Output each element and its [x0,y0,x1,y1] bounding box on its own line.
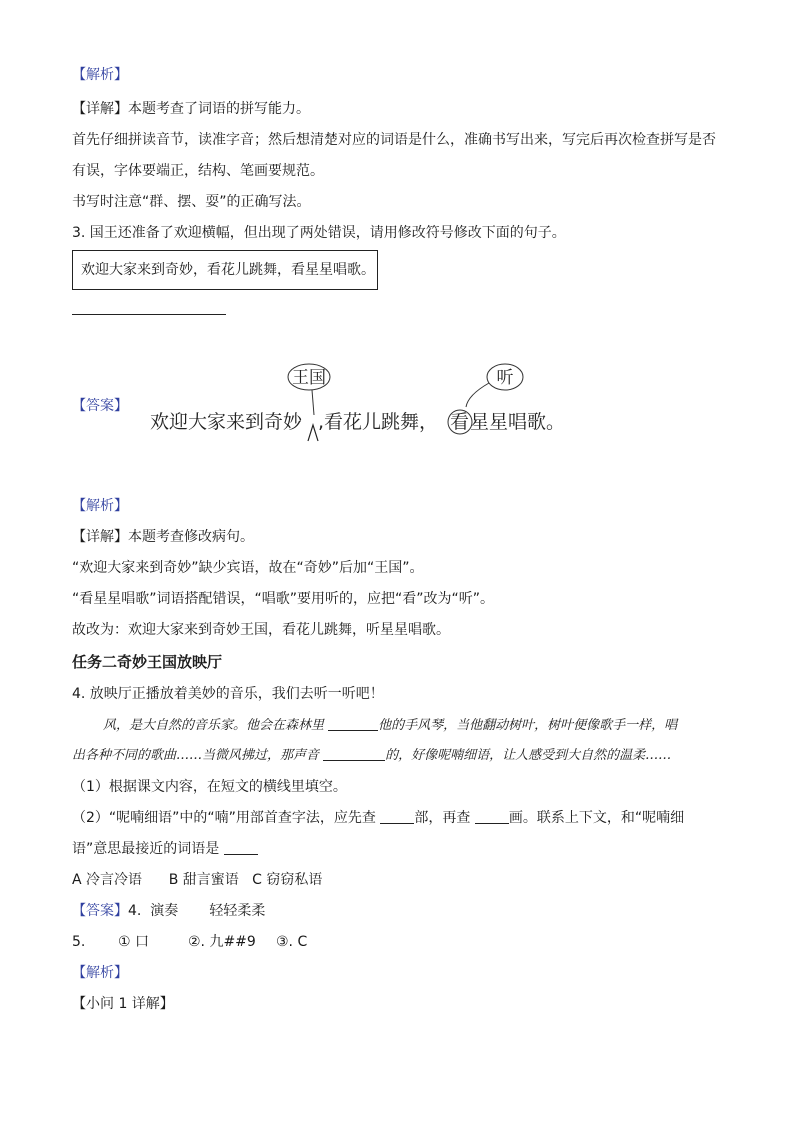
paragraph-line: 有误，字体要端正，结构、笔画要规范。 [72,163,324,179]
fill-blank-synonym[interactable] [224,840,258,855]
passage-text: 他的手风琴，当他翻动树叶，树叶便像歌手一样，唱 [378,718,678,733]
sub-question-text: 语”意思最接近的词语是 [72,841,220,857]
passage-text: 的，好像呢喃细语，让人感受到大自然的温柔…… [385,748,672,763]
question-4: 4. 放映厅正播放着美妙的音乐，我们去听一听吧！ [72,686,384,702]
sentence-part-2: ,看花儿跳舞， [318,411,439,433]
sub-question-1: （1）根据课文内容，在短文的横线里填空。 [72,779,347,795]
detail-line [72,100,310,118]
sub-detail-heading: 【小问 1 详解】 [72,996,174,1012]
sub-question-text: （2）“呢喃细语”中的“喃”用部首查字法，应先查 [72,810,376,826]
answer-underline [72,314,226,315]
banner-sentence-box: 欢迎大家来到奇妙，看花儿跳舞，看星星唱歌。 [72,250,378,290]
passage-text: 出各种不同的歌曲……当微风拂过，那声音 [72,748,320,763]
detail-text: 本题考查修改病句。 [128,529,254,545]
answer-5-item-1: ① 口 [118,934,150,950]
paragraph-line: 故改为：欢迎大家来到奇妙王国，看花儿跳舞，听星星唱歌。 [72,622,450,638]
sub-question-text: 画。联系上下文，和“呢喃细 [508,810,685,826]
correction-marks [150,355,570,450]
analysis-heading: 【解析】 [72,67,128,83]
question-3: 3. 国王还准备了欢迎横幅，但出现了两处错误，请用修改符号修改下面的句子。 [72,225,566,241]
paragraph-line: 书写时注意“群、摆、耍”的正确写法。 [72,194,311,210]
insert-word: 王国 [292,368,326,388]
replace-leader [466,383,489,407]
corrected-sentence-figure [150,355,570,450]
corrected-sentence [150,411,565,433]
answer-5-item-3: ③. C [276,934,308,950]
detail-line [72,528,254,546]
paragraph-line: 首先仔细拼读音节，读准字音；然后想清楚对应的词语是什么，准确书写出来，写完后再次检查拼写是否 [72,132,716,148]
sub-question-text: 部，再查 [414,810,471,826]
fill-blank-strokes[interactable] [475,809,509,824]
analysis-heading: 【解析】 [72,965,128,981]
passage-text: 风，是大自然的音乐家。他会在森林里 [103,718,325,733]
answer-tag: 【答案】 [72,903,128,919]
fill-blank-radical[interactable] [380,809,414,824]
circled-char: 看 [450,411,470,433]
detail-tag: 【详解】 [72,529,128,545]
insert-leader [312,390,314,415]
replace-word: 听 [496,368,514,388]
answer-5-item-2: ②. 九##9 [188,934,256,950]
sentence-part-1: 欢迎大家来到奇妙 [150,411,303,433]
fill-blank-2[interactable] [323,746,385,761]
sentence-part-3: 星星唱歌。 [470,411,566,433]
answer-5-num: 5. [72,934,86,950]
answer-text: 4. 演奏 轻轻柔柔 [128,903,266,919]
analysis-heading: 【解析】 [72,498,128,514]
sub-question-2-cont [72,840,258,858]
detail-tag: 【详解】 [72,101,128,117]
paragraph-line: “看星星唱歌”词语搭配错误，“唱歌”要用听的，应把“看”改为“听”。 [72,591,495,607]
detail-text: 本题考查了词语的拼写能力。 [128,101,310,117]
sub-question-2 [72,809,684,827]
answer-line [72,902,265,920]
fill-blank-1[interactable] [328,716,378,731]
passage-line-1 [103,716,677,735]
answer-options: A 冷言冷语 B 甜言蜜语 C 窃窃私语 [72,872,323,888]
paragraph-line: “欢迎大家来到奇妙”缺少宾语，故在“奇妙”后加“王国”。 [72,560,424,576]
passage-line-2 [72,746,671,765]
task-title: 任务二奇妙王国放映厅 [72,653,223,671]
answer-tag: 【答案】 [72,398,128,414]
insert-caret [308,425,318,441]
